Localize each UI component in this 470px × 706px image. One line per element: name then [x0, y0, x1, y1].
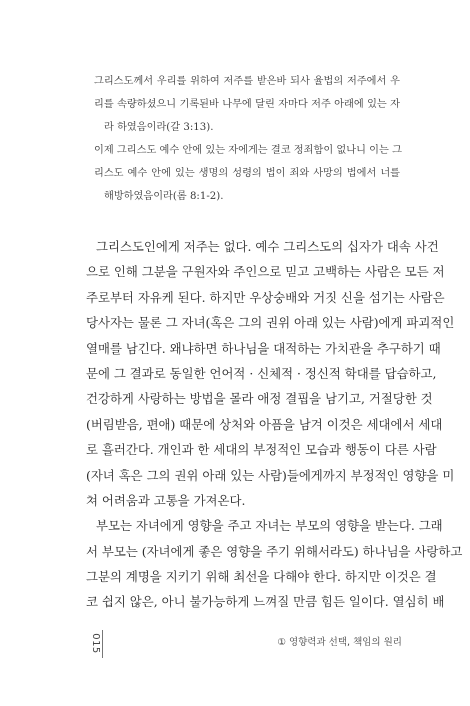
body-line: 쳐 어려움과 고통을 가져온다. — [86, 492, 246, 508]
running-head: ① 영향력과 선택, 책임의 원리 — [277, 637, 402, 648]
quote-line: 리스도 예수 안에 있는 생명의 성령의 법이 죄와 사망의 법에서 너를 — [94, 168, 400, 179]
body-line: 로 흘러간다. 개인과 한 세대의 부정적인 모습과 행동이 다른 사람 — [86, 442, 437, 458]
quote-line: 리를 속량하셨으니 기록된바 나무에 달린 자마다 저주 아래에 있는 자 — [94, 99, 400, 110]
page-number-text: 015 — [89, 632, 101, 654]
body-line: 부모는 자녀에게 영향을 주고 자녀는 부모의 영향을 받는다. 그래 — [96, 518, 443, 534]
quote-line: 라 하였음이라(갈 3:13). — [104, 122, 214, 133]
quote-line: 이제 그리스도 예수 안에 있는 자에게는 결코 정죄함이 없나니 이는 그 — [94, 145, 402, 156]
quote-line: 해방하였음이라(롬 8:1-2). — [104, 191, 224, 202]
body-line: 서 부모는 (자녀에게 좋은 영향을 주기 위해서라도) 하나님을 사랑하고 — [86, 543, 463, 559]
page-number — [88, 628, 102, 658]
body-line: 문에 그 결과로 동일한 언어적 · 신체적 · 정신적 학대를 답습하고, — [86, 365, 437, 381]
body-line: 건강하게 사랑하는 방법을 몰라 애정 결핍을 남기고, 거절당한 것 — [86, 391, 433, 407]
quote-line: 그리스도께서 우리를 위하여 저주를 받은바 되사 율법의 저주에서 우 — [94, 76, 400, 87]
body-line: 으로 인해 그분을 구원자와 주인으로 믿고 고백하는 사람은 모든 저 — [86, 264, 445, 280]
body-line: 코 쉽지 않은, 아니 불가능하게 느껴질 만큼 힘든 일이다. 열심히 배 — [86, 594, 445, 610]
body-line: (버림받음, 편애) 때문에 상처와 아픔을 남겨 이것은 세대에서 세대 — [86, 416, 443, 432]
body-line: 주로부터 자유케 된다. 하지만 우상숭배와 거짓 신을 섬기는 사람은 — [86, 289, 445, 305]
page-footer — [88, 628, 402, 658]
body-line: (자녀 혹은 그의 권위 아래 있는 사람)들에게까지 부정적인 영향을 미 — [86, 467, 455, 483]
body-line: 그리스도인에게 저주는 없다. 예수 그리스도의 십자가 대속 사건 — [96, 239, 439, 254]
body-line: 열매를 남긴다. 왜냐하면 하나님을 대적하는 가치관을 추구하기 때 — [86, 340, 441, 356]
footer-divider — [102, 630, 103, 658]
body-line: 그분의 계명을 지키기 위해 최선을 다해야 한다. 하지만 이것은 결 — [86, 569, 437, 585]
body-text — [86, 234, 463, 615]
body-line: 당사자는 물론 그 자녀(혹은 그의 권위 아래 있는 사람)에게 파괴적인 — [86, 315, 455, 331]
scripture-quote — [94, 70, 400, 208]
